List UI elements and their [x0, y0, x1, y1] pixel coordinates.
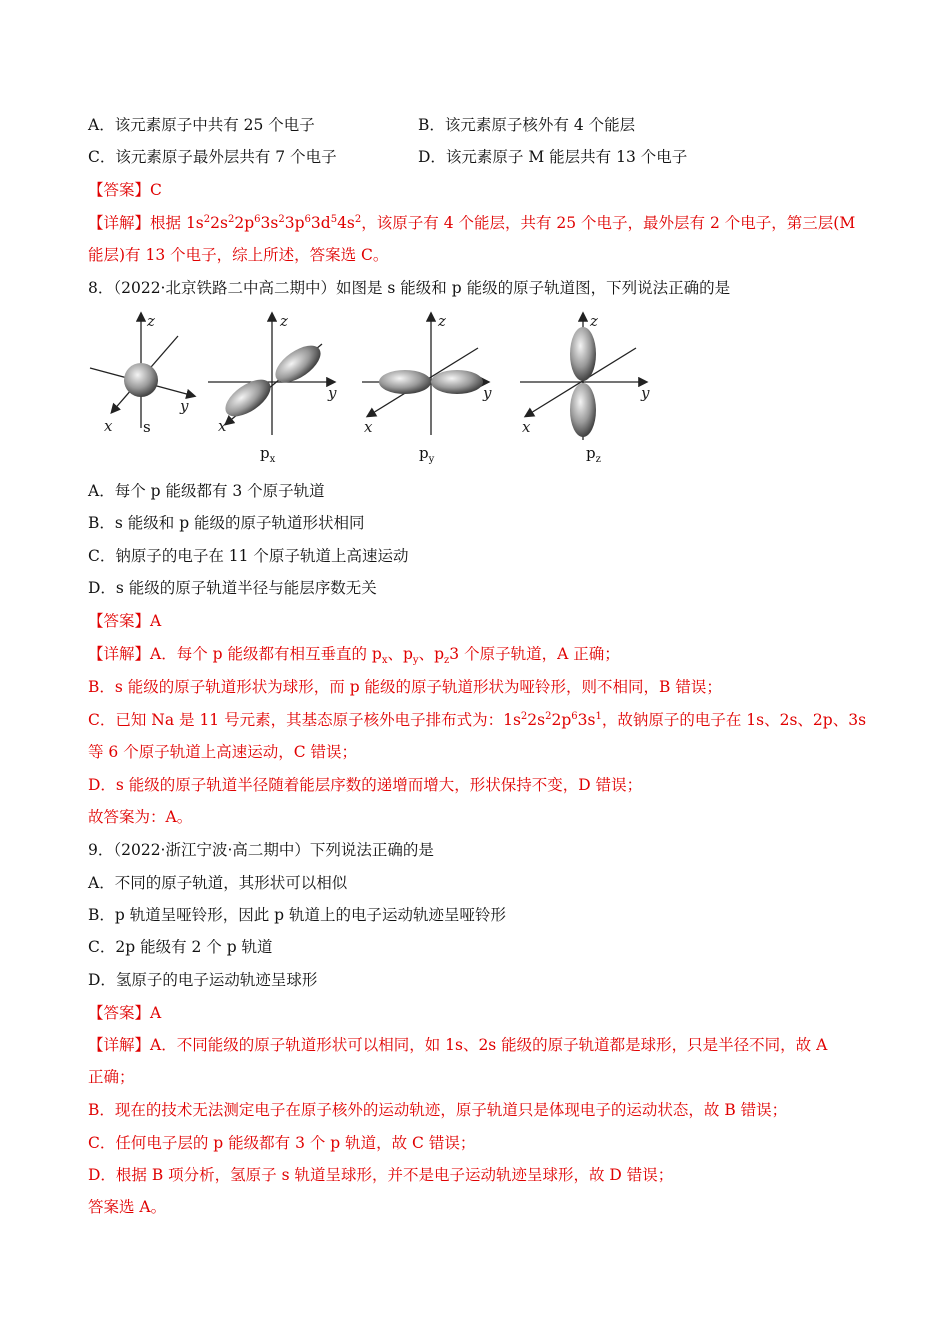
q9-detail-line4: C．任何电子层的 p 能级都有 3 个 p 轨道，故 C 错误；	[88, 1134, 476, 1152]
q7-answer: 【答案】C	[88, 181, 162, 199]
caption-py: $p_y$	[419, 444, 435, 465]
caption-s: s	[143, 418, 151, 436]
py-axis-y: y	[483, 384, 492, 402]
q8-option-d: D．s 能级的原子轨道半径与能层序数无关	[88, 579, 377, 597]
q8-option-b: B．s 能级和 p 能级的原子轨道形状相同	[88, 514, 365, 532]
q7-detail-text-b: ，该原子有 4 个能层，共有 25 个电子，最外层有 2 个电子，第三层(M	[361, 214, 856, 232]
pz-axis-z: z	[590, 312, 598, 330]
q8-detail-line1: 【详解】A．每个 p 能级都有相互垂直的 $p_x$、$p_y$、$p_z3$ 个原子轨道，A 正确；	[88, 645, 620, 667]
px-axis-y: y	[328, 384, 337, 402]
s-axis-y: y	[180, 397, 189, 415]
px-axis-z: z	[280, 312, 288, 330]
q9-detail-line6: 答案选 A。	[88, 1198, 167, 1216]
s-orbital	[90, 312, 194, 435]
q7-detail-line1: 【详解】根据 $1s^22s^22p^63s^23p^63d^54s^2$，该原子有 4 个能层，共有 25 个电子，最外层有 2 个电子，第三层(M	[88, 213, 856, 232]
q7-option-a: A．该元素原子中共有 25 个电子	[88, 116, 315, 134]
q9-option-b: B．p 轨道呈哑铃形，因此 p 轨道上的电子运动轨迹呈哑铃形	[88, 906, 507, 924]
q8-detail-line5: D．s 能级的原子轨道半径随着能层序数的递增而增大，形状保持不变，D 错误；	[88, 776, 643, 794]
q7-option-b: B．该元素原子核外有 4 个能层	[418, 116, 636, 134]
q9-option-c: C．2p 能级有 2 个 p 轨道	[88, 938, 273, 956]
q9-stem: 9．（2022·浙江宁波·高二期中）下列说法正确的是	[88, 841, 434, 859]
q9-option-d: D．氢原子的电子运动轨迹呈球形	[88, 971, 318, 989]
q9-detail-line2: 正确；	[88, 1068, 135, 1086]
caption-px: $p_x$	[260, 444, 276, 465]
py-axis-x: x	[364, 418, 373, 436]
q9-detail-line1: 【详解】A．不同能级的原子轨道形状可以相同，如 1s、2s 能级的原子轨道都是球形，只是半径不同，故 A	[88, 1036, 828, 1054]
orbital-figure	[86, 310, 686, 470]
px-axis-x: x	[218, 417, 227, 435]
q8-option-a: A．每个 p 能级都有 3 个原子轨道	[88, 482, 325, 500]
q9-detail-line3: B．现在的技术无法测定电子在原子核外的运动轨迹，原子轨道只是体现电子的运动状态，故 B 错误；	[88, 1101, 788, 1119]
pz-axis-x: x	[522, 418, 531, 436]
q9-answer: 【答案】A	[88, 1004, 162, 1022]
pz-orbital	[520, 312, 650, 440]
px-orbital	[208, 312, 337, 435]
py-orbital	[362, 312, 492, 436]
q7-detail-line2: 能层)有 13 个电子，综上所述，答案选 C。	[88, 246, 389, 264]
q8-detail-line3: C．已知 Na 是 11 号元素，其基态原子核外电子排布式为：$1s^22s^22p^63s^1$，故钠原子的电子在 1s、2s、2p、3s	[88, 710, 867, 729]
q8-answer: 【答案】A	[88, 612, 162, 630]
q8-detail-line2: B．s 能级的原子轨道形状为球形，而 p 能级的原子轨道形状为哑铃形，则不相同，B 错误；	[88, 678, 722, 696]
s-axis-x: x	[104, 417, 113, 435]
pz-axis-y: y	[641, 384, 650, 402]
q7-detail-text-a: 根据 1s	[150, 214, 204, 232]
q7-detail-label: 【详解】	[88, 214, 151, 232]
q8-option-c: C．钠原子的电子在 11 个原子轨道上高速运动	[88, 547, 409, 565]
py-axis-z: z	[438, 312, 446, 330]
caption-pz: $p_z$	[586, 444, 601, 465]
q8-stem: 8．（2022·北京铁路二中高二期中）如图是 s 能级和 p 能级的原子轨道图，下列说法正确的是	[88, 279, 731, 297]
q7-option-c: C．该元素原子最外层共有 7 个电子	[88, 148, 337, 166]
q7-option-d: D．该元素原子 M 能层共有 13 个电子	[418, 148, 688, 166]
s-axis-z: z	[147, 312, 155, 330]
q8-detail-line4: 等 6 个原子轨道上高速运动，C 错误；	[88, 743, 358, 761]
q8-detail-line6: 故答案为：A。	[88, 808, 193, 826]
q9-detail-line5: D．根据 B 项分析，氢原子 s 轨道呈球形，并不是电子运动轨迹呈球形，故 D 错误；	[88, 1166, 674, 1184]
q9-option-a: A．不同的原子轨道，其形状可以相似	[88, 874, 348, 892]
